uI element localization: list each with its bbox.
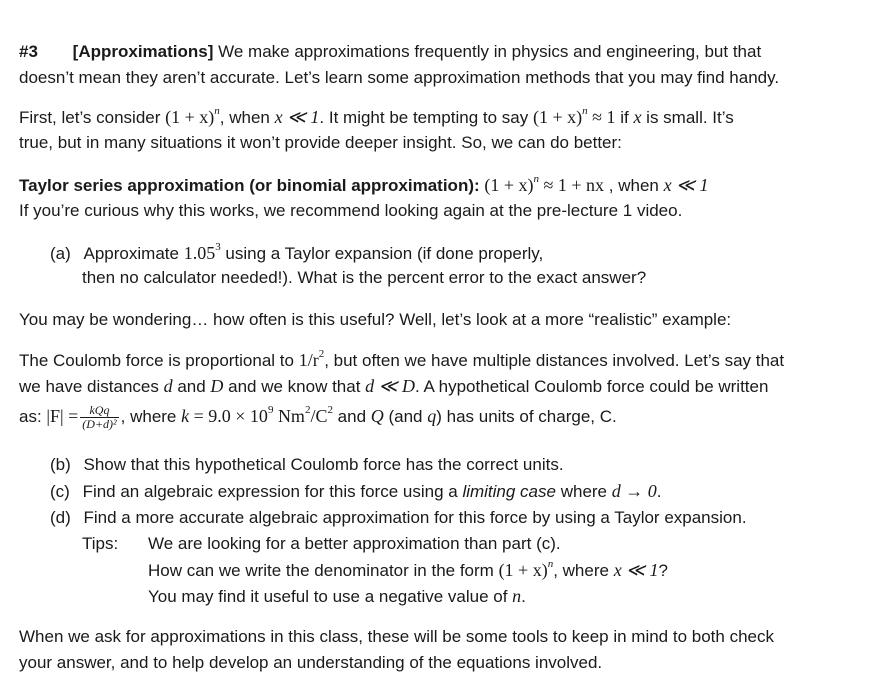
force-symbol: |F| = [46,405,79,426]
taylor-formula: $(1 + x)^n \approx 1$ + nx [484,173,605,195]
problem-number: #3 [19,42,38,61]
part-a-line-2: then no calculator needed!). What is the percent error to the exact answer? [82,268,647,287]
k-constant: $k = 9.0 \times 10^9$ $Nm^2/C^2$ [181,403,333,426]
fraction-denominator: (D+d)² [82,417,117,431]
coulomb-line-2 [19,375,768,398]
part-c-label: (c) [50,482,70,501]
tips-line-1 [82,533,561,555]
tip-2-expr: $(1 + x)^n$ [498,558,554,580]
part-d-label: (d) [50,508,71,527]
para1-text: is small. It’s [641,108,734,127]
part-c-text: . [656,482,662,501]
coulomb-text: (and [383,406,428,426]
tip-2-text: ? [658,561,668,580]
para1-text: , when [219,108,275,127]
coulomb-text: and [332,406,371,426]
problem-header-line-1 [19,41,761,63]
part-b [50,454,564,476]
tip-3-text: You may find it useful to use a negative value of [148,587,513,606]
math-expr: $(1 + x)^n \approx 1$ [532,105,616,127]
part-d-text: Find a more accurate algebraic approximation for this force by using a Taylor expansion. [83,508,747,527]
tips-label: Tips: [82,534,119,553]
transition-text: You may be wondering… how often is this useful? Well, let’s look at a more “realistic” example: [19,310,732,329]
coulomb-text: and [172,377,211,396]
closing-line-2: your answer, and to help develop an understanding of the equations involved. [19,653,603,672]
para1-text: true, but in many situations it won’t provide deeper insight. So, we can do better: [19,133,622,152]
coulomb-text: The Coulomb force is proportional to [19,351,299,370]
math-var: d [163,376,173,396]
closing-line-1: When we ask for approximations in this class, these will be some tools to keep in mind to both check [19,627,774,646]
part-b-text: Show that this hypothetical Coulomb force has the correct units. [83,455,564,474]
tips-line-3 [148,585,526,608]
math-var: Q [370,405,384,426]
para1-text: . It might be tempting to say [319,108,533,127]
part-b-label: (b) [50,455,71,474]
para1-line-1 [19,106,734,129]
coulomb-text: we have distances [19,377,164,396]
part-c-text: where [555,482,612,501]
coulomb-text: and we know that [223,377,366,396]
math-expr: $(1 + x)^n$ [165,105,220,127]
taylor-heading: Taylor series approximation (or binomial approximation): [19,176,480,195]
part-a-line-1 [50,242,543,265]
part-a-value: 1.05$^3$ [183,241,221,263]
tip-1: We are looking for a better approximation than part (c). [148,534,561,553]
coulomb-expr: $1/r^2$ [298,348,325,370]
tips-line-2 [148,559,668,582]
part-a-text: using a Taylor expansion (if done properly, [220,244,544,263]
math-var: q [427,405,437,426]
taylor-line [19,174,708,197]
math-cond: d ≪ D [365,376,416,396]
para1-line-2 [19,132,622,154]
coulomb-line-3 [19,404,617,431]
part-c-text: Find an algebraic expression for this force using a [82,482,463,501]
taylor-note: If you’re curious why this works, we recommend looking again at the pre-lecture 1 video. [19,201,683,220]
coulomb-text: , where [120,406,182,426]
part-d [50,507,747,529]
coulomb-text: ) has units of charge, C. [436,406,617,426]
para1-text: if [615,108,634,127]
part-c-expr: d → 0 [611,481,657,501]
coulomb-line-1 [19,349,784,372]
fraction-numerator: kQq [80,404,118,418]
math-var: n [512,586,522,606]
problem-header-line-2 [19,67,779,89]
tip-2-text: How can we write the denominator in the form [148,561,499,580]
problem-intro-1: We make approximations frequently in physics and engineering, but that [218,42,762,61]
tip-3-text: . [521,587,526,606]
force-fraction [80,404,118,431]
tip-2-text: , where [553,561,614,580]
taylor-text: , when [604,176,664,195]
math-var: x [633,107,642,127]
coulomb-text: , but often we have multiple distances involved. Let’s say that [324,351,785,370]
coulomb-text: . A hypothetical Coulomb force could be written [415,377,769,396]
math-var: D [210,376,224,396]
taylor-cond: x ≪ 1 [663,175,709,195]
problem-intro-2: doesn’t mean they aren’t accurate. Let’s learn some approximation methods that you may find handy. [19,68,780,87]
math-cond: x ≪ 1 [274,107,320,127]
part-a-label: (a) [50,244,71,263]
part-c-italic: limiting case [462,482,556,501]
part-c [50,480,661,503]
tip-2-cond: x ≪ 1 [613,560,659,580]
para1-text: First, let’s consider [19,108,166,127]
coulomb-text: as: [19,406,47,426]
part-a-text: Approximate [83,244,184,263]
problem-topic: [Approximations] [72,42,214,61]
